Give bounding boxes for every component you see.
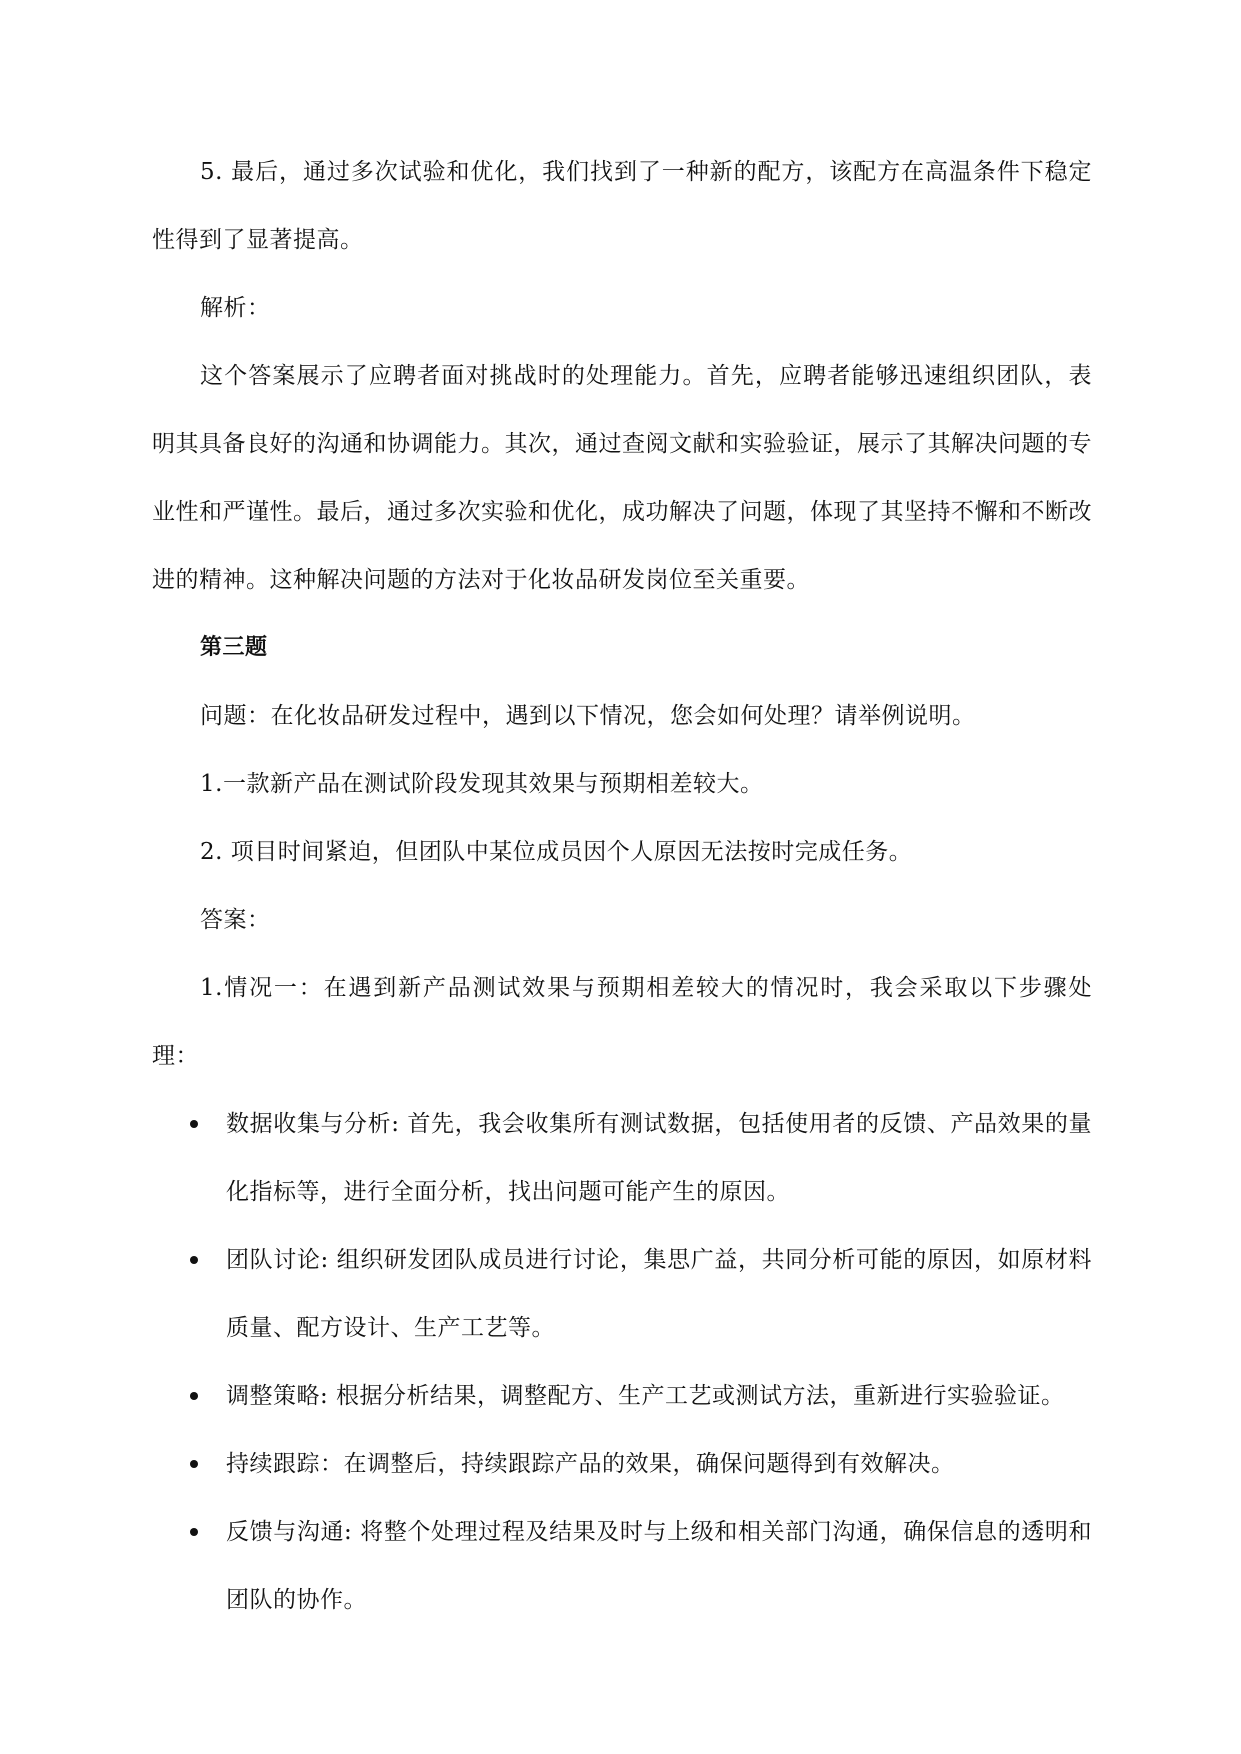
list-item — [152, 1090, 1092, 1226]
answer-label: 答案： — [200, 907, 271, 933]
list-item — [152, 1498, 1092, 1634]
question-paragraph: 问题：在化妆品研发过程中，遇到以下情况，您会如何处理？请举例说明。 — [200, 703, 976, 729]
bullet-icon — [190, 1392, 198, 1400]
list-item — [152, 1430, 1092, 1498]
list-item-text: 调整策略: 根据分析结果，调整配方、生产工艺或测试方法，重新进行实验验证。 — [226, 1383, 1065, 1409]
bullet-icon — [190, 1528, 198, 1536]
bullet-icon — [190, 1460, 198, 1468]
list-item-text: 数据收集与分析: 首先，我会收集所有测试数据，包括使用者的反馈、产品效果的量化指标等，进行全面分析，找出问题可能产生的原因。 — [226, 1111, 1092, 1205]
analysis-label: 解析： — [200, 295, 271, 321]
bullet-icon — [190, 1120, 198, 1128]
list-item-text: 反馈与沟通: 将整个处理过程及结果及时与上级和相关部门沟通，确保信息的透明和团队的协作。 — [226, 1519, 1092, 1613]
list-item-text: 持续跟踪：在调整后，持续跟踪产品的效果，确保问题得到有效解决。 — [226, 1451, 955, 1477]
list-item-text: 团队讨论: 组织研发团队成员进行讨论，集思广益，共同分析可能的原因，如原材料质量、配方设计、生产工艺等。 — [226, 1247, 1092, 1341]
case-one-paragraph: 1.一款新产品在测试阶段发现其效果与预期相差较大。 — [200, 771, 764, 797]
analysis-body: 这个答案展示了应聘者面对挑战时的处理能力。首先，应聘者能够迅速组织团队，表明其具备良好的沟通和协调能力。其次，通过查阅文献和实验验证，展示了其解决问题的专业性和严谨性。最后，通过多次实验和优化，成功解决了问题，体现了其坚持不懈和不断改进的精神。这种解决问题的方法对于化妆品研发岗位至关重要。 — [152, 363, 1092, 593]
steps-bullet-list — [152, 1090, 1092, 1634]
section-title: 第三题 — [200, 635, 268, 660]
list-item — [152, 1362, 1092, 1430]
bullet-icon — [190, 1256, 198, 1264]
situation-one-paragraph: 1.情况一：在遇到新产品测试效果与预期相差较大的情况时，我会采取以下步骤处理： — [152, 975, 1092, 1069]
case-two-paragraph: 2. 项目时间紧迫，但团队中某位成员因个人原因无法按时完成任务。 — [200, 839, 913, 865]
list-item — [152, 1226, 1092, 1362]
document-page — [152, 138, 1092, 1634]
paragraph-step5: 5. 最后，通过多次试验和优化，我们找到了一种新的配方，该配方在高温条件下稳定性得到了显著提高。 — [152, 159, 1092, 253]
